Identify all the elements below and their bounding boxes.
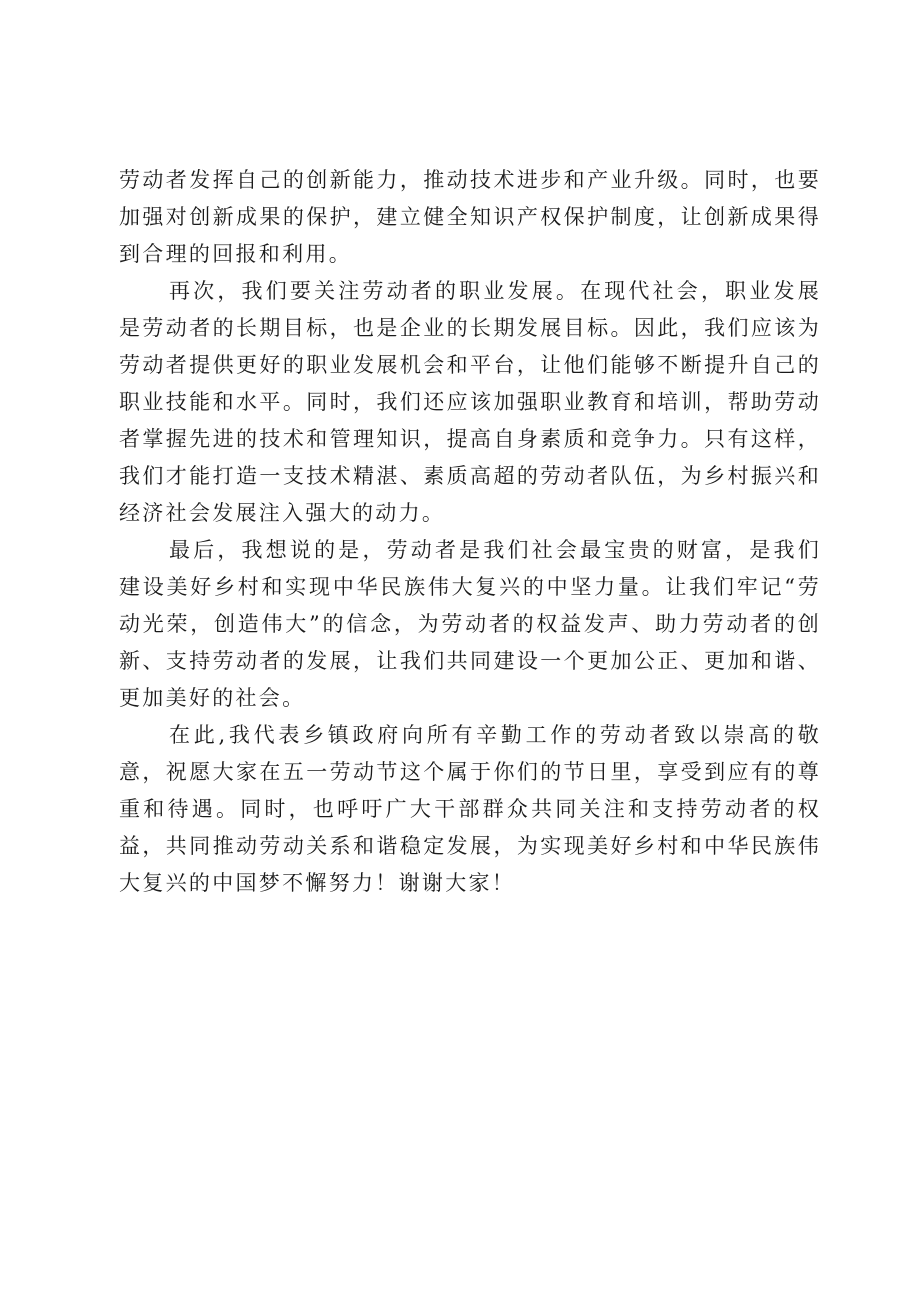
- paragraph-conclusion: 最后，我想说的是，劳动者是我们社会最宝贵的财富，是我们建设美好乡村和实现中华民族伟大复兴的中坚力量。让我们牢记“劳动光荣，创造伟大”的信念，为劳动者的权益发声、助力劳动者的创新、支持劳动者的发展，让我们共同建设一个更加公正、更加和谐、更加美好的社会。: [119, 538, 821, 710]
- document-body: [119, 162, 821, 902]
- paragraph-career-development: 再次，我们要关注劳动者的职业发展。在现代社会，职业发展是劳动者的长期目标，也是企业的长期发展目标。因此，我们应该为劳动者提供更好的职业发展机会和平台，让他们能够不断提升自己的职业技能和水平。同时，我们还应该加强职业教育和培训，帮助劳动者掌握先进的技术和管理知识，提高自身素质和竞争力。只有这样，我们才能打造一支技术精湛、素质高超的劳动者队伍，为乡村振兴和经济社会发展注入强大的动力。: [119, 279, 821, 525]
- paragraph-continued: 劳动者发挥自己的创新能力，推动技术进步和产业升级。同时，也要加强对创新成果的保护，建立健全知识产权保护制度，让创新成果得到合理的回报和利用。: [119, 168, 821, 266]
- paragraph-closing-remarks: 在此,我代表乡镇政府向所有辛勤工作的劳动者致以崇高的敬意，祝愿大家在五一劳动节这个属于你们的节日里，享受到应有的尊重和待遇。同时，也呼吁广大干部群众共同关注和支持劳动者的权益，共同推动劳动关系和谐稳定发展，为实现美好乡村和中华民族伟大复兴的中国梦不懈努力！谢谢大家！: [119, 723, 821, 895]
